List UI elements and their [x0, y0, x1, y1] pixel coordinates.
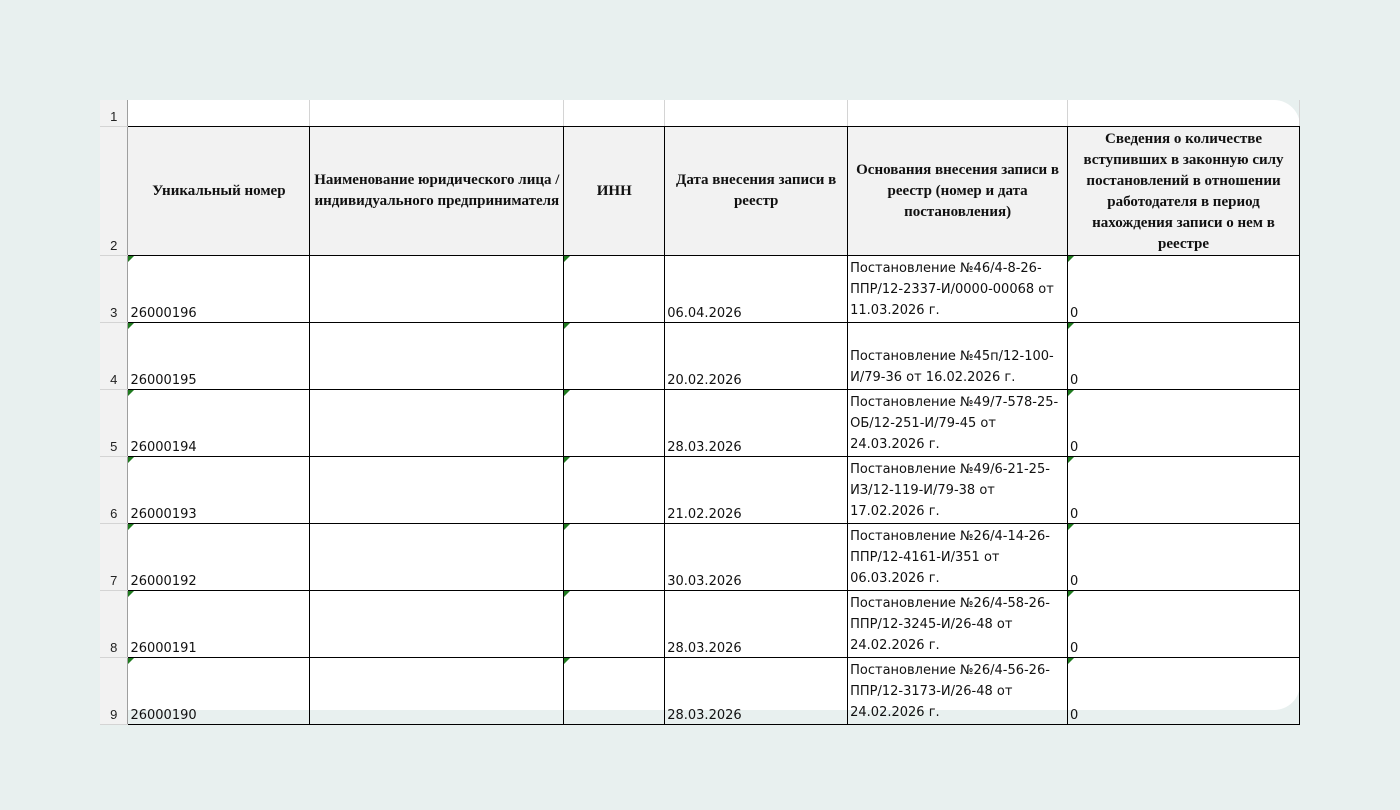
error-indicator-icon	[128, 658, 134, 664]
row-header-2[interactable]: 2	[100, 127, 128, 256]
error-indicator-icon	[564, 524, 570, 530]
cell-value: 26000195	[130, 373, 197, 388]
spreadsheet-grid	[100, 100, 1300, 725]
cell-value: 26000196	[130, 306, 197, 321]
empty-cell[interactable]	[1068, 100, 1300, 127]
cell-unique-number[interactable]	[128, 524, 310, 591]
column-header-unique-number[interactable]: Уникальный номер	[128, 127, 310, 256]
cell-entity-name[interactable]	[310, 658, 564, 725]
cell-entry-basis[interactable]: Постановление №45п/12-100-И/79-36 от 16.02.2026 г.	[848, 323, 1068, 390]
cell-entry-basis[interactable]: Постановление №26/4-14-26-ППР/12-4161-И/351 от 06.03.2026 г.	[848, 524, 1068, 591]
cell-inn[interactable]	[564, 323, 665, 390]
row-header-1[interactable]: 1	[100, 100, 128, 127]
row-header-3[interactable]: 3	[100, 256, 128, 323]
cell-entity-name[interactable]	[310, 390, 564, 457]
cell-resolution-count[interactable]	[1068, 457, 1300, 524]
table-row	[100, 390, 1300, 457]
error-indicator-icon	[128, 256, 134, 262]
error-indicator-icon	[564, 323, 570, 329]
row-header-6[interactable]: 6	[100, 457, 128, 524]
row-header-9[interactable]: 9	[100, 658, 128, 725]
cell-resolution-count[interactable]	[1068, 390, 1300, 457]
cell-inn[interactable]	[564, 591, 665, 658]
column-header-entry-basis[interactable]: Основания внесения записи в реестр (номер и дата постановления)	[848, 127, 1068, 256]
error-indicator-icon	[128, 457, 134, 463]
cell-unique-number[interactable]	[128, 323, 310, 390]
cell-value: 26000191	[130, 641, 197, 656]
cell-inn[interactable]	[564, 658, 665, 725]
cell-value: 0	[1070, 574, 1079, 589]
column-header-entity-name[interactable]: Наименование юридического лица / индивидуального предпринимателя	[310, 127, 564, 256]
cell-entry-basis[interactable]: Постановление №49/6-21-25-ИЗ/12-119-И/79-38 от 17.02.2026 г.	[848, 457, 1068, 524]
cell-entry-date[interactable]: 06.04.2026	[665, 256, 848, 323]
cell-value: 0	[1070, 641, 1079, 656]
error-indicator-icon	[128, 591, 134, 597]
cell-value: 0	[1070, 306, 1079, 321]
cell-value: 26000192	[130, 574, 197, 589]
row-header-7[interactable]: 7	[100, 524, 128, 591]
cell-entry-date[interactable]: 30.03.2026	[665, 524, 848, 591]
error-indicator-icon	[564, 591, 570, 597]
cell-entity-name[interactable]	[310, 323, 564, 390]
cell-inn[interactable]	[564, 524, 665, 591]
row-header-8[interactable]: 8	[100, 591, 128, 658]
cell-entity-name[interactable]	[310, 591, 564, 658]
header-row	[100, 127, 1300, 256]
row-header-5[interactable]: 5	[100, 390, 128, 457]
error-indicator-icon	[1068, 457, 1074, 463]
error-indicator-icon	[128, 524, 134, 530]
cell-value: 0	[1070, 440, 1079, 455]
cell-entry-date[interactable]: 28.03.2026	[665, 658, 848, 725]
empty-cell[interactable]	[665, 100, 848, 127]
row-header-4[interactable]: 4	[100, 323, 128, 390]
cell-inn[interactable]	[564, 256, 665, 323]
cell-unique-number[interactable]	[128, 658, 310, 725]
cell-resolution-count[interactable]	[1068, 591, 1300, 658]
cell-unique-number[interactable]	[128, 457, 310, 524]
cell-resolution-count[interactable]	[1068, 323, 1300, 390]
error-indicator-icon	[1068, 390, 1074, 396]
cell-value: 26000190	[130, 708, 197, 723]
cell-unique-number[interactable]	[128, 591, 310, 658]
column-header-entry-date[interactable]: Дата внесения записи в реестр	[665, 127, 848, 256]
cell-value: 0	[1070, 507, 1079, 522]
error-indicator-icon	[564, 256, 570, 262]
error-indicator-icon	[1068, 256, 1074, 262]
cell-entry-basis[interactable]: Постановление №46/4-8-26-ППР/12-2337-И/0000-00068 от 11.03.2026 г.	[848, 256, 1068, 323]
cell-unique-number[interactable]	[128, 256, 310, 323]
error-indicator-icon	[1068, 323, 1074, 329]
cell-entry-date[interactable]: 20.02.2026	[665, 323, 848, 390]
cell-entry-basis[interactable]: Постановление №26/4-56-26-ППР/12-3173-И/26-48 от 24.02.2026 г.	[848, 658, 1068, 725]
table-row	[100, 658, 1300, 725]
cell-entry-date[interactable]: 28.03.2026	[665, 591, 848, 658]
empty-cell[interactable]	[310, 100, 564, 127]
cell-value: 0	[1070, 373, 1079, 388]
empty-cell[interactable]	[128, 100, 310, 127]
cell-resolution-count[interactable]	[1068, 658, 1300, 725]
cell-entity-name[interactable]	[310, 524, 564, 591]
cell-inn[interactable]	[564, 390, 665, 457]
cell-entity-name[interactable]	[310, 457, 564, 524]
error-indicator-icon	[1068, 524, 1074, 530]
cell-resolution-count[interactable]	[1068, 256, 1300, 323]
cell-value: 26000194	[130, 440, 197, 455]
column-header-inn[interactable]: ИНН	[564, 127, 665, 256]
table-row	[100, 457, 1300, 524]
cell-entity-name[interactable]	[310, 256, 564, 323]
empty-cell[interactable]	[848, 100, 1068, 127]
cell-entry-date[interactable]: 21.02.2026	[665, 457, 848, 524]
table-row	[100, 591, 1300, 658]
cell-inn[interactable]	[564, 457, 665, 524]
spreadsheet-card	[100, 100, 1300, 723]
error-indicator-icon	[564, 457, 570, 463]
column-header-resolution-count[interactable]: Сведения о количестве вступивших в законную силу постановлений в отношении работодателя в период нахождения записи о нем в реестре	[1068, 127, 1300, 256]
cell-unique-number[interactable]	[128, 390, 310, 457]
cell-value: 0	[1070, 708, 1079, 723]
cell-resolution-count[interactable]	[1068, 524, 1300, 591]
cell-value: 26000193	[130, 507, 197, 522]
error-indicator-icon	[564, 390, 570, 396]
empty-cell[interactable]	[564, 100, 665, 127]
cell-entry-date[interactable]: 28.03.2026	[665, 390, 848, 457]
error-indicator-icon	[564, 658, 570, 664]
error-indicator-icon	[128, 323, 134, 329]
table-row	[100, 524, 1300, 591]
sheet-row-1	[100, 100, 1300, 127]
cell-entry-basis[interactable]: Постановление №26/4-58-26-ППР/12-3245-И/26-48 от 24.02.2026 г.	[848, 591, 1068, 658]
error-indicator-icon	[1068, 591, 1074, 597]
cell-entry-basis[interactable]: Постановление №49/7-578-25-ОБ/12-251-И/79-45 от 24.03.2026 г.	[848, 390, 1068, 457]
error-indicator-icon	[1068, 658, 1074, 664]
table-row	[100, 256, 1300, 323]
table-row	[100, 323, 1300, 390]
error-indicator-icon	[128, 390, 134, 396]
